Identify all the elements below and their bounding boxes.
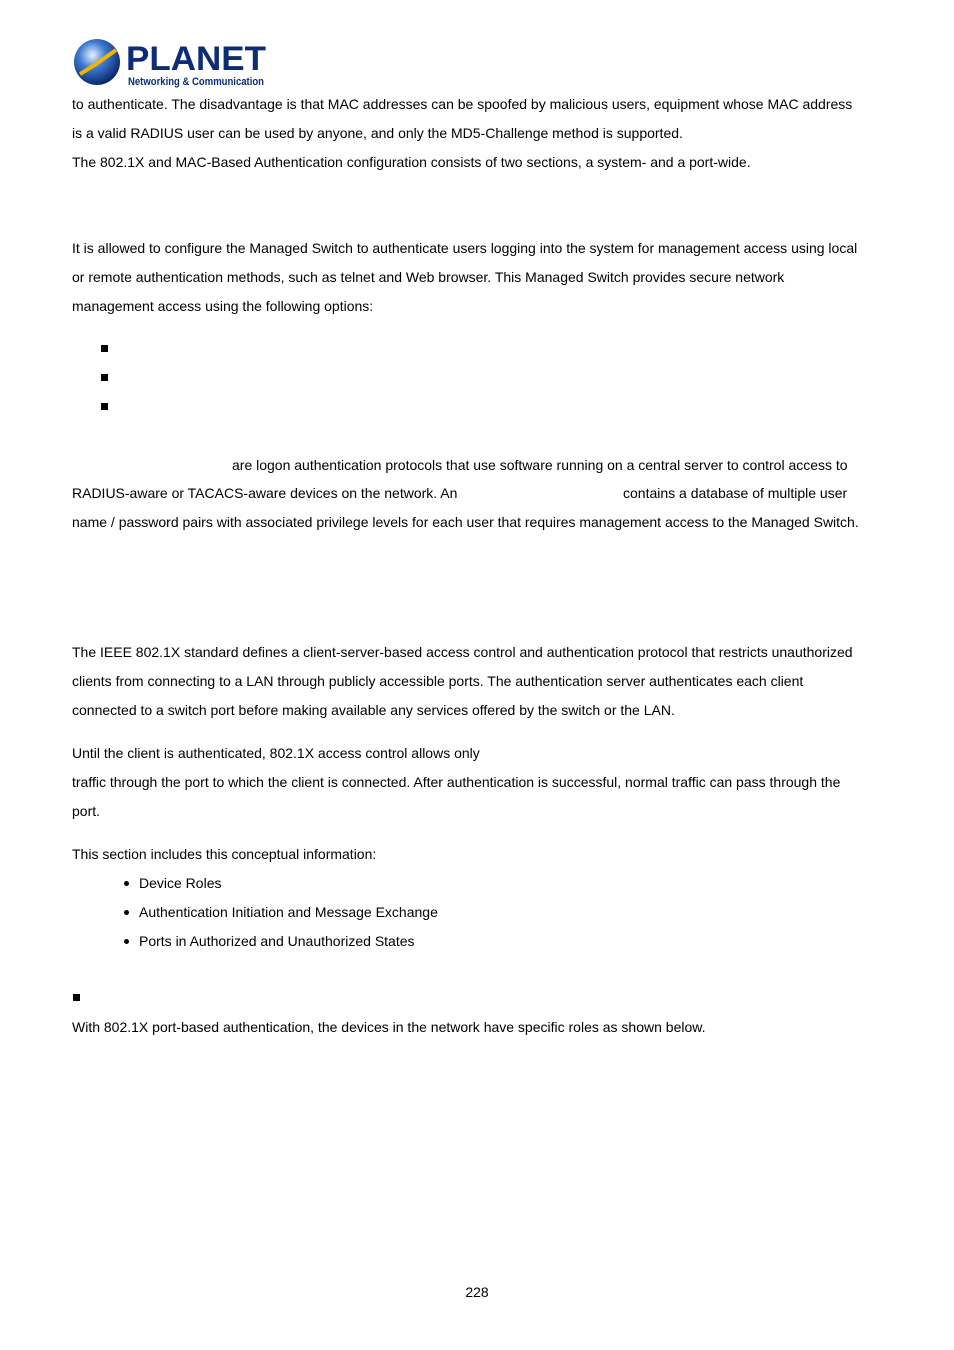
until-line-3: port.	[72, 803, 101, 819]
mgmt-line-2: or remote authentication methods, such as telnet and Web browser. This Managed Switch provides secure network	[72, 269, 785, 285]
mgmt-line-3: management access using the following options:	[72, 298, 374, 314]
square-bullet-icon	[101, 374, 108, 381]
square-bullet-icon	[101, 345, 108, 352]
conceptual-intro: This section includes this conceptual information:	[72, 846, 377, 862]
ieee-line-3: connected to a switch port before making available any services offered by the switch or the LAN.	[72, 702, 675, 718]
until-line-1: Until the client is authenticated, 802.1X access control allows only	[72, 745, 480, 761]
roles-text: With 802.1X port-based authentication, the devices in the network have specific roles as shown below.	[72, 1019, 706, 1035]
round-bullet-icon	[124, 910, 129, 915]
intro-line-3: The 802.1X and MAC-Based Authentication configuration consists of two sections, a system- and a port-wide.	[72, 154, 751, 170]
mgmt-line-1: It is allowed to configure the Managed Switch to authenticate users logging into the system for management access using local	[72, 240, 858, 256]
intro-line-1: to authenticate. The disadvantage is that MAC addresses can be spoofed by malicious users, equipment whose MAC address	[72, 96, 853, 112]
ieee-line-2: clients from connecting to a LAN through publicly accessible ports. The authentication server authenticates each client	[72, 673, 804, 689]
round-bullet-icon	[124, 881, 129, 886]
radius-line-3: name / password pairs with associated privilege levels for each user that requires management access to the Managed Switch.	[72, 514, 859, 530]
list-item: Authentication Initiation and Message Exchange	[139, 904, 438, 920]
radius-line-1: are logon authentication protocols that use software running on a central server to control access to	[232, 457, 848, 473]
round-bullet-icon	[124, 939, 129, 944]
intro-line-2: is a valid RADIUS user can be used by anyone, and only the MD5-Challenge method is supported.	[72, 125, 683, 141]
radius-line-2a: RADIUS-aware or TACACS-aware devices on the network. An	[72, 485, 458, 501]
radius-line-2b: contains a database of multiple user	[623, 485, 848, 501]
list-item: Ports in Authorized and Unauthorized States	[139, 933, 415, 949]
logo-name: PLANET	[126, 40, 267, 78]
square-bullet-icon	[101, 403, 108, 410]
logo-tagline: Networking & Communication	[128, 76, 265, 88]
planet-logo	[72, 36, 272, 92]
ieee-line-1: The IEEE 802.1X standard defines a client-server-based access control and authentication protocol that restricts unauthorized	[72, 644, 853, 660]
until-line-2: traffic through the port to which the client is connected. After authentication is successful, normal traffic can pass through the	[72, 774, 841, 790]
list-item: Device Roles	[139, 875, 222, 891]
page-number: 228	[465, 1284, 489, 1300]
square-bullet-icon	[73, 994, 80, 1001]
